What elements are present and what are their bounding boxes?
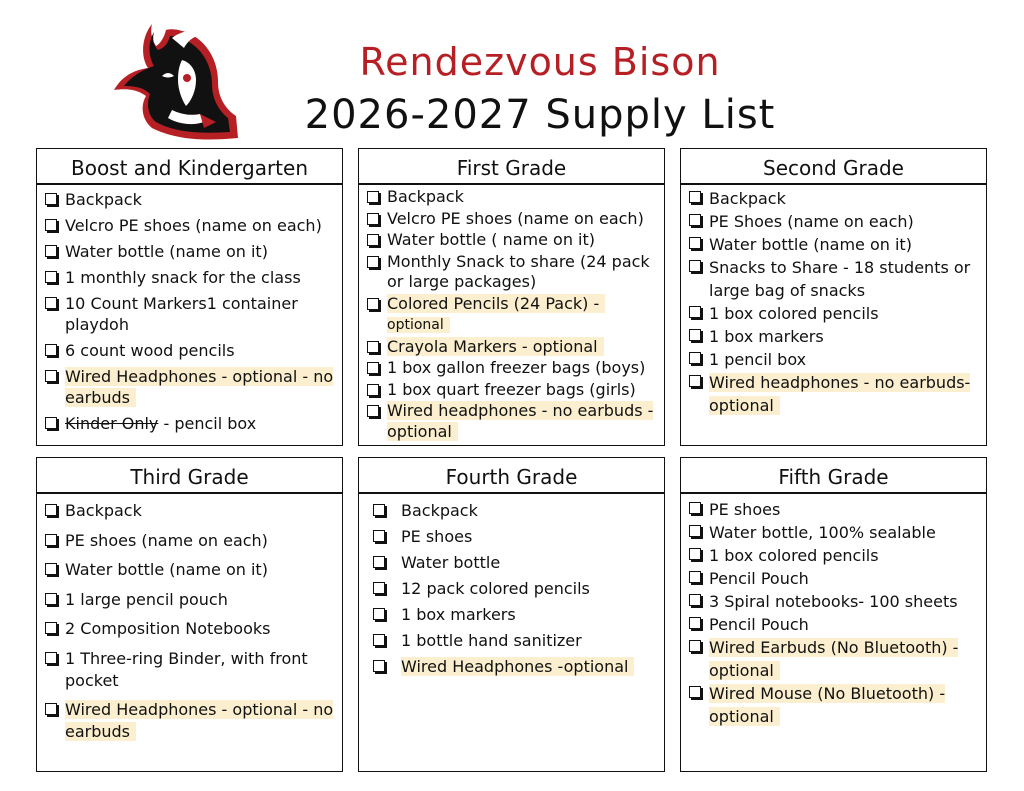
list-item: Water bottle (name on it) [43, 241, 336, 262]
checkbox-icon [45, 193, 57, 205]
list-item: PE shoes [371, 526, 658, 547]
checkbox-icon [373, 504, 385, 516]
checkbox-icon [367, 405, 379, 417]
list-item: Pencil Pouch [687, 567, 980, 590]
bison-logo-icon [112, 16, 244, 144]
list-item-highlighted: Crayola Markers - optional [365, 337, 658, 358]
checkbox-icon [689, 375, 701, 387]
list-item: 1 monthly snack for the class [43, 267, 336, 288]
checkbox-icon [45, 271, 57, 283]
checkbox-icon [373, 556, 385, 568]
list-item: 1 bottle hand sanitizer [371, 630, 658, 651]
supply-list [681, 494, 986, 728]
checkbox-icon [367, 256, 379, 268]
list-item-highlighted: Wired Headphones - optional - no earbuds [43, 699, 336, 743]
school-name: Rendezvous Bison [359, 40, 721, 84]
list-item: 1 box colored pencils [687, 302, 980, 325]
checkbox-icon [45, 245, 57, 257]
list-item-struck: Kinder Only - pencil box [43, 413, 336, 434]
checkbox-icon [45, 370, 57, 382]
checkbox-icon [45, 504, 57, 516]
checkbox-icon [689, 640, 701, 652]
checkbox-icon [45, 593, 57, 605]
panel-title: Third Grade [37, 458, 342, 494]
panel-title: Second Grade [681, 149, 986, 185]
list-item: Backpack [687, 187, 980, 210]
panel-fifth-grade [680, 457, 987, 772]
checkbox-icon [45, 622, 57, 634]
list-item: 1 large pencil pouch [43, 589, 336, 611]
list-item: 10 Count Markers1 container playdoh [43, 293, 336, 335]
checkbox-icon [367, 191, 379, 203]
list-item-highlighted: Wired headphones - no earbuds - optional [365, 401, 658, 442]
list-item: PE shoes [687, 498, 980, 521]
list-item: Monthly Snack to share (24 pack or large packages) [365, 252, 658, 293]
list-item-highlighted: Wired Headphones -optional [371, 656, 658, 677]
panel-first-grade [358, 148, 665, 446]
list-item-highlighted: Wired Earbuds (No Bluetooth) - optional [687, 636, 980, 682]
checkbox-icon [689, 525, 701, 537]
checkbox-icon [45, 703, 57, 715]
supply-list [359, 494, 664, 677]
list-item: 1 box gallon freezer bags (boys) [365, 358, 658, 379]
checkbox-icon [45, 652, 57, 664]
checkbox-icon [45, 344, 57, 356]
panel-title: Fourth Grade [359, 458, 664, 494]
checkbox-icon [367, 341, 379, 353]
checkbox-icon [367, 362, 379, 374]
checkbox-icon [45, 297, 57, 309]
supply-list [359, 185, 664, 442]
checkbox-icon [373, 582, 385, 594]
checkbox-icon [367, 298, 379, 310]
list-item: Pencil Pouch [687, 613, 980, 636]
panel-title: Fifth Grade [681, 458, 986, 494]
list-item: 1 box colored pencils [687, 544, 980, 567]
list-item: Water bottle ( name on it) [365, 230, 658, 251]
supply-list [681, 185, 986, 417]
list-item: Water bottle [371, 552, 658, 573]
list-item: 2 Composition Notebooks [43, 618, 336, 640]
checkbox-icon [45, 417, 57, 429]
list-item: Velcro PE shoes (name on each) [365, 209, 658, 230]
list-item: Backpack [365, 187, 658, 208]
list-item-highlighted: Wired Headphones - optional - no earbuds [43, 366, 336, 408]
list-item: Backpack [371, 500, 658, 521]
list-item: PE Shoes (name on each) [687, 210, 980, 233]
list-item: 1 box markers [371, 604, 658, 625]
checkbox-icon [689, 260, 701, 272]
checkbox-icon [367, 213, 379, 225]
checkbox-icon [689, 594, 701, 606]
list-item: 1 box quart freezer bags (girls) [365, 380, 658, 401]
list-item: Snacks to Share - 18 students or large bag of snacks [687, 256, 980, 302]
list-item: Water bottle (name on it) [687, 233, 980, 256]
supply-list [37, 185, 342, 434]
checkbox-icon [689, 352, 701, 364]
list-item: 6 count wood pencils [43, 340, 336, 361]
checkbox-icon [373, 660, 385, 672]
list-item: 1 box markers [687, 325, 980, 348]
list-item: 3 Spiral notebooks- 100 sheets [687, 590, 980, 613]
checkbox-icon [689, 571, 701, 583]
checkbox-icon [689, 548, 701, 560]
checkbox-icon [689, 686, 701, 698]
list-item: Backpack [43, 189, 336, 210]
checkbox-icon [45, 534, 57, 546]
list-item: 1 Three-ring Binder, with front pocket [43, 648, 336, 692]
list-item: Velcro PE shoes (name on each) [43, 215, 336, 236]
checkbox-icon [45, 563, 57, 575]
panel-third-grade [36, 457, 343, 772]
panel-boost-kindergarten [36, 148, 343, 446]
panel-title: First Grade [359, 149, 664, 185]
checkbox-icon [689, 191, 701, 203]
checkbox-icon [689, 306, 701, 318]
list-item: Water bottle (name on it) [43, 559, 336, 581]
list-item: 1 pencil box [687, 348, 980, 371]
checkbox-icon [367, 234, 379, 246]
checkbox-icon [373, 530, 385, 542]
panel-second-grade [680, 148, 987, 446]
checkbox-icon [373, 634, 385, 646]
checkbox-icon [689, 237, 701, 249]
panel-title: Boost and Kindergarten [37, 149, 342, 185]
supply-list-title: 2026-2027 Supply List [304, 92, 776, 138]
supply-list [37, 494, 342, 743]
list-item-highlighted: Wired headphones - no earbuds- optional [687, 371, 980, 417]
list-item: PE shoes (name on each) [43, 530, 336, 552]
list-item: 12 pack colored pencils [371, 578, 658, 599]
list-item-highlighted: Wired Mouse (No Bluetooth) - optional [687, 682, 980, 728]
checkbox-icon [689, 502, 701, 514]
checkbox-icon [689, 214, 701, 226]
list-item: Water bottle, 100% sealable [687, 521, 980, 544]
panel-fourth-grade [358, 457, 665, 772]
checkbox-icon [689, 329, 701, 341]
list-item: Backpack [43, 500, 336, 522]
checkbox-icon [45, 219, 57, 231]
list-item-highlighted: Colored Pencils (24 Pack) - optional [365, 294, 658, 336]
checkbox-icon [367, 384, 379, 396]
checkbox-icon [373, 608, 385, 620]
checkbox-icon [689, 617, 701, 629]
